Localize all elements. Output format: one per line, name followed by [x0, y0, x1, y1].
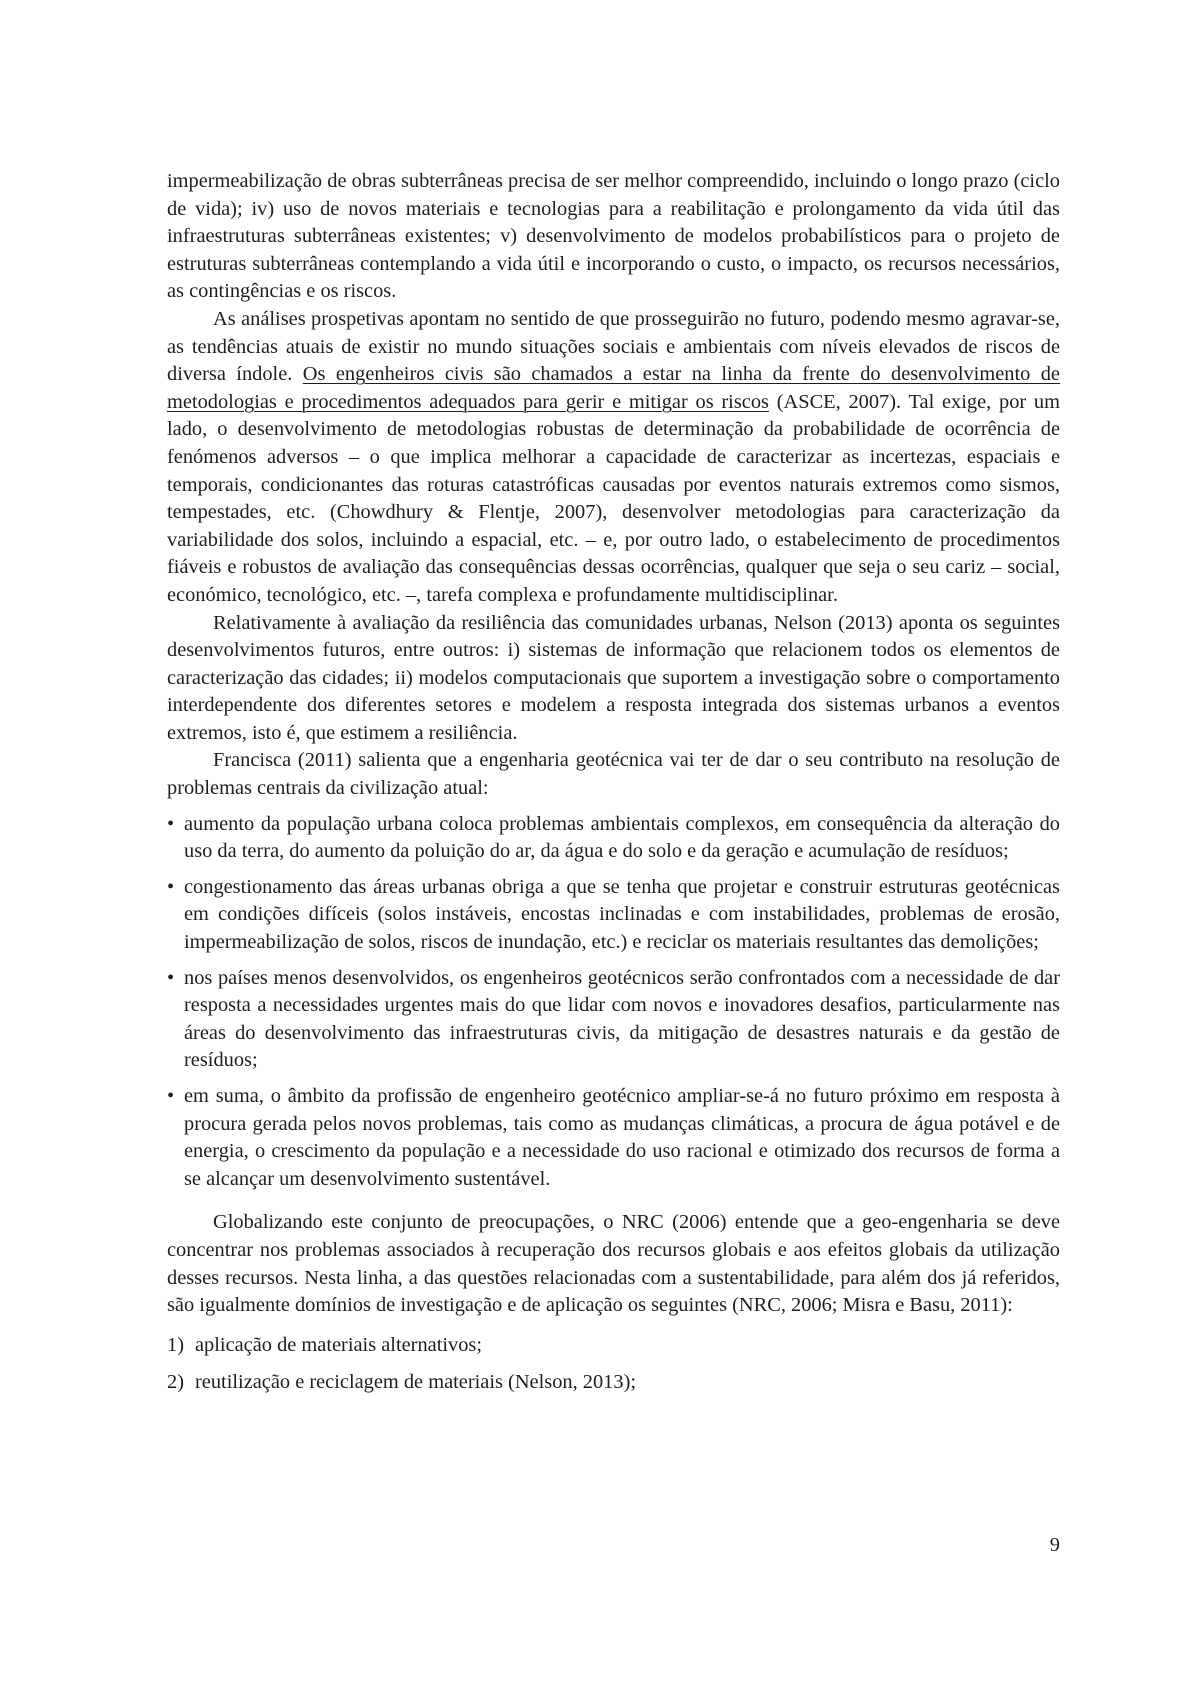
- list-item-text: nos países menos desenvolvidos, os engenheiros geotécnicos serão confrontados com a necessidade de dar resposta a necessidades urgentes mais do que lidar com novos e inovadores desafios, particularmente nas áreas do desenvolvimento das infraestruturas civis, da mitigação de desastres naturais e da gestão de resíduos;: [184, 966, 1060, 1072]
- list-item-text: aumento da população urbana coloca problemas ambientais complexos, em consequência da alteração do uso da terra, do aumento da poluição do ar, da água e do solo e da geração e acumulação de resíduos;: [184, 812, 1060, 863]
- list-marker: 2): [167, 1371, 184, 1394]
- list-item-text: congestionamento das áreas urbanas obriga a que se tenha que projetar e construir estruturas geotécnicas em condições difíceis (solos instáveis, encostas inclinadas e com instabilidades, problemas de erosão, impermeabilização de solos, riscos de inundação, etc.) e reciclar os materiais resultantes das demolições;: [184, 875, 1060, 954]
- list-item: [167, 1369, 1060, 1397]
- numbered-list: [167, 1332, 1060, 1397]
- paragraph-text: As análises prospetivas apontam no sentido de que prosseguirão no futuro, podendo mesmo agravar-se, as tendências atuais de existir no mundo situações sociais e ambientais com níveis elevados de riscos de diversa índole.: [167, 307, 1060, 386]
- paragraph-francisca: Francisca (2011) salienta que a engenharia geotécnica vai ter de dar o seu contributo na resolução de problemas centrais da civilização atual:: [167, 749, 1060, 800]
- list-item-text: em suma, o âmbito da profissão de engenheiro geotécnico ampliar-se-á no futuro próximo em resposta à procura gerada pelos novos problemas, tais como as mudanças climáticas, a procura de água potável e de energia, o crescimento da população e a necessidade do uso racional e otimizado dos recursos de forma a se alcançar um desenvolvimento sustentável.: [184, 1085, 1060, 1190]
- underlined-statement: Os engenheiros civis são chamados a estar na linha da frente do desenvolvimento de metodologias e procedimentos adequados para gerir e mitigar os riscos: [167, 363, 1060, 413]
- list-item: [167, 1332, 1060, 1360]
- list-marker: 1): [167, 1333, 184, 1356]
- list-item: [167, 874, 1060, 957]
- list-item-text: aplicação de materiais alternativos;: [195, 1333, 483, 1356]
- bullet-icon: •: [167, 1085, 175, 1107]
- paragraph-urban-resilience: Relativamente à avaliação da resiliência das comunidades urbanas, Nelson (2013) aponta os seguintes desenvolvimentos futuros, entre outros: i) sistemas de informação que relacionem todos os elementos de caracterização das cidades; ii) modelos computacionais que suportem a investigação sobre o comportamento interdependente dos diferentes setores e modelem a resposta integrada dos sistemas urbanos a eventos extremos, isto é, que estimem a resiliência.: [167, 611, 1060, 744]
- list-item-text: reutilização e reciclagem de materiais (Nelson, 2013);: [195, 1371, 637, 1394]
- paragraph-continuation: impermeabilização de obras subterrâneas precisa de ser melhor compreendido, incluindo o longo prazo (ciclo de vida); iv) uso de novos materiais e tecnologias para a reabilitação e prolongamento da vida útil das infraestruturas subterrâneas existentes; v) desenvolvimento de modelos probabilísticos para o projeto de estruturas subterrâneas contemplando a vida útil e incorporando o custo, o impacto, os recursos necessários, as contingências e os riscos.: [167, 170, 1060, 303]
- list-item: [167, 1083, 1060, 1193]
- page-number: 9: [1049, 1534, 1060, 1556]
- list-item: [167, 965, 1060, 1075]
- paragraph-text: (ASCE, 2007). Tal exige, por um lado, o desenvolvimento de metodologias robustas de determinação da probabilidade de ocorrência de fenómenos adversos – o que implica melhorar a capacidade de caracterizar as incertezas, espaciais e temporais, condicionantes das roturas catastróficas causadas por eventos naturais extremos como sismos, tempestades, etc. (Chowdhury & Flentje, 2007), desenvolver metodologias para caracterização da variabilidade dos solos, incluindo a espacial, etc. – e, por outro lado, o estabelecimento de procedimentos fiáveis e robustos de avaliação das consequências dessas ocorrências, qualquer que seja o seu cariz – social, económico, tecnológico, etc. –, tarefa complexa e profundamente multidisciplinar.: [167, 390, 1060, 606]
- paragraph-prospective-analyses: [167, 306, 1060, 610]
- bullet-list: [167, 811, 1060, 1194]
- list-item: [167, 811, 1060, 866]
- page-body: [167, 168, 1060, 1407]
- bullet-icon: •: [167, 966, 175, 989]
- bullet-icon: •: [167, 875, 175, 898]
- bullet-icon: •: [167, 812, 175, 835]
- paragraph-globalizing: Globalizando este conjunto de preocupações, o NRC (2006) entende que a geo-engenharia se deve concentrar nos problemas associados à recuperação dos recursos globais e aos efeitos globais da utilização desses recursos. Nesta linha, a das questões relacionadas com a sustentabilidade, para além dos já referidos, são igualmente domínios de investigação e de aplicação os seguintes (NRC, 2006; Misra e Basu, 2011):: [167, 1211, 1060, 1317]
